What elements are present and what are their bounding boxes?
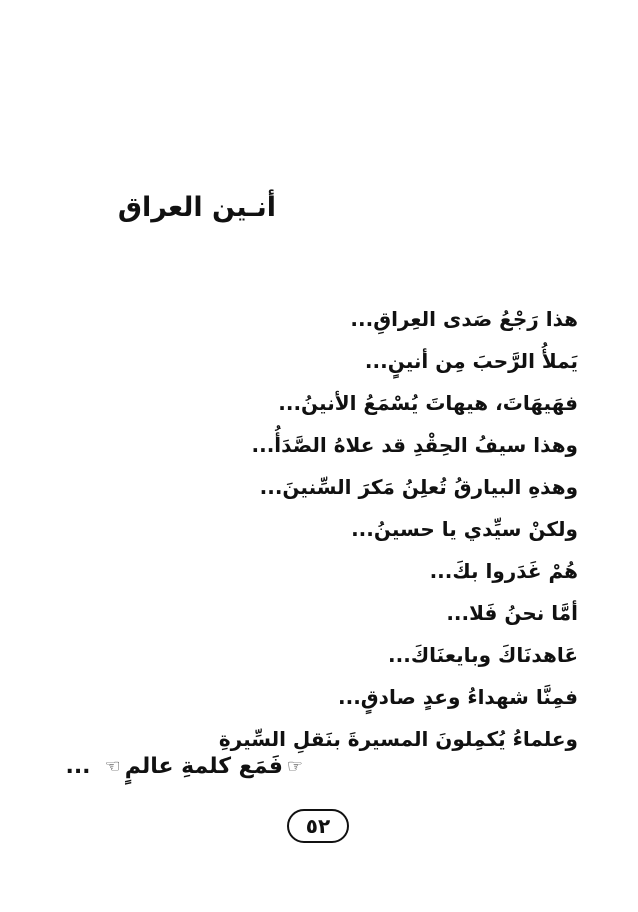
poem-title: أنـين العراق bbox=[117, 192, 276, 223]
poem-line: عَاهدنَاكَ وبايعنَاكَ... bbox=[388, 643, 578, 667]
poem-lines bbox=[158, 298, 578, 760]
closing-text: فَمَع كلمةِ عالمٍ bbox=[124, 754, 283, 779]
poem-line: وهذهِ البيارقُ تُعلِنُ مَكرَ السِّنينَ... bbox=[259, 475, 578, 499]
poem-line: أمَّا نحنُ فَلا... bbox=[446, 601, 578, 625]
poem-line: فهَيهَاتَ، هيهاتَ يُسْمَعُ الأنينُ... bbox=[278, 391, 578, 415]
poem-line: فمِنَّا شهداءُ وعدٍ صادقٍ... bbox=[338, 685, 578, 709]
poem-line: وهذا سيفُ الحِقْدِ قد علاهُ الصَّدَأُ... bbox=[251, 433, 578, 457]
pointing-hand-left-icon: ☜ bbox=[104, 756, 121, 777]
closing-ellipsis: ... bbox=[65, 754, 91, 779]
page-number-badge bbox=[287, 809, 349, 843]
poem-line: يَملأُ الرَّحبَ مِن أنينٍ... bbox=[364, 349, 578, 373]
page-number: ٥٢ bbox=[305, 814, 331, 838]
poem-line: ولكنْ سيِّدي يا حسينُ... bbox=[351, 517, 578, 541]
closing-line bbox=[65, 754, 303, 779]
poem-line: هُمْ غَدَروا بكَ... bbox=[429, 559, 578, 583]
poem-line: وعلماءُ يُكمِلونَ المسيرةَ بنَقلِ السِّيرةِ bbox=[218, 727, 578, 751]
pointing-hand-right-icon: ☞ bbox=[286, 756, 303, 777]
poem-line: هذا رَجْعُ صَدى العِراقِ... bbox=[350, 307, 578, 331]
